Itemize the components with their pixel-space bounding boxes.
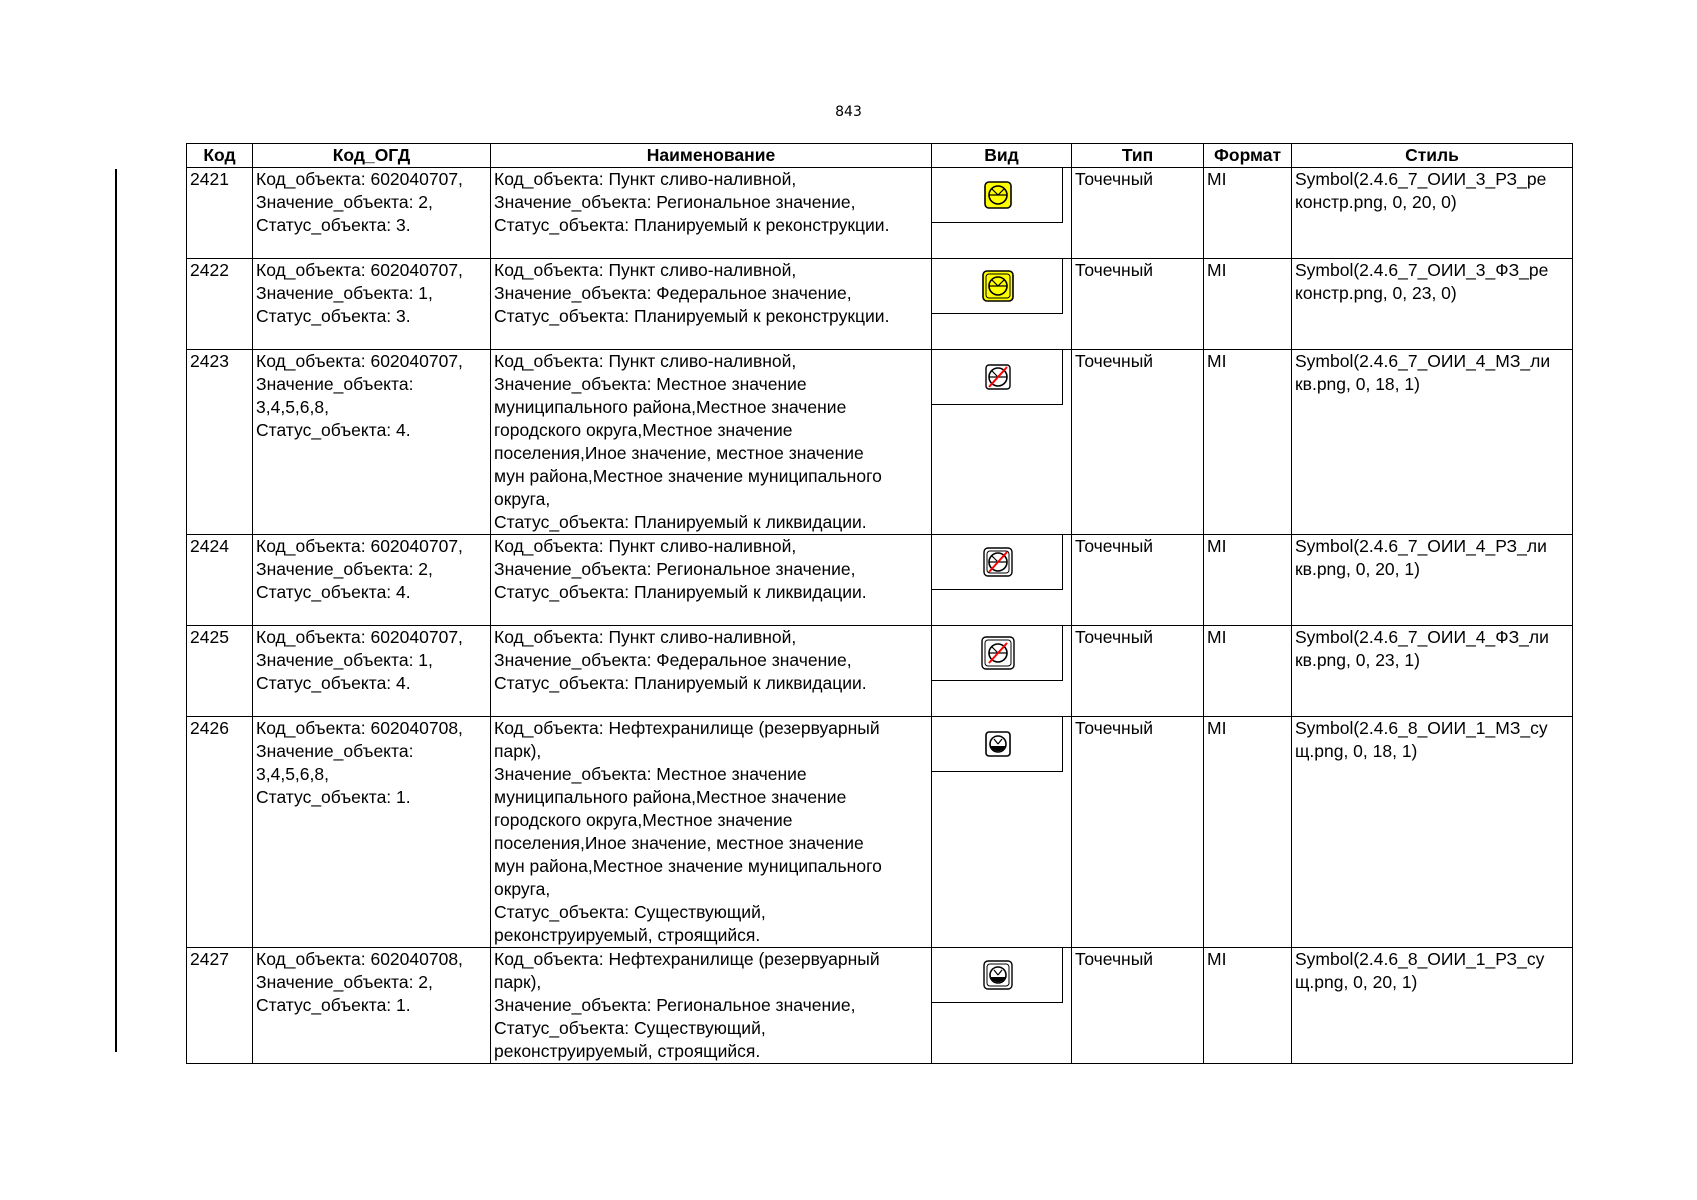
header-kod: Код: [187, 144, 253, 168]
cell-kod-ogd: Код_объекта: 602040707, Значение_объекта: 2, Статус_объекта: 3.: [253, 168, 491, 259]
cell-naimenovanie: Код_объекта: Нефтехранилище (резервуарный парк), Значение_объекта: Местное значение муниципального района,Местное значение городского округа,Местное значение поселения,Иное значение, местное значение мун района,Местное значение муниципального округа, Статус_объекта: Существующий, реконструируемый, строящийся.: [491, 717, 932, 948]
symbol-frame: [932, 717, 1063, 772]
cell-vid: [932, 948, 1072, 1064]
cell-tip: Точечный: [1072, 350, 1204, 535]
oil-storage-local-icon: [981, 727, 1015, 761]
symbol-table: [186, 143, 1573, 1064]
reconstruction-regional-icon: [981, 178, 1015, 212]
symbol-frame: [932, 535, 1063, 590]
cell-format: MI: [1204, 948, 1292, 1064]
table-row: [187, 168, 1573, 259]
cell-kod: 2427: [187, 948, 253, 1064]
header-stil: Стиль: [1292, 144, 1573, 168]
table-row: [187, 259, 1573, 350]
cell-stil: Symbol(2.4.6_8_ОИИ_1_МЗ_су щ.png, 0, 18, 1): [1292, 717, 1573, 948]
header-row: [187, 144, 1573, 168]
cell-vid: [932, 259, 1072, 350]
cell-format: MI: [1204, 168, 1292, 259]
symbol-frame: [932, 626, 1063, 681]
table-row: [187, 535, 1573, 626]
header-vid: Вид: [932, 144, 1072, 168]
symbol-frame: [932, 350, 1063, 405]
symbol-frame: [932, 259, 1063, 314]
header-format: Формат: [1204, 144, 1292, 168]
cell-tip: Точечный: [1072, 259, 1204, 350]
cell-format: MI: [1204, 350, 1292, 535]
cell-naimenovanie: Код_объекта: Пункт сливо-наливной, Значение_объекта: Региональное значение, Статус_объекта: Планируемый к реконструкции.: [491, 168, 932, 259]
cell-kod: 2425: [187, 626, 253, 717]
cell-kod: 2422: [187, 259, 253, 350]
cell-kod-ogd: Код_объекта: 602040708, Значение_объекта: 2, Статус_объекта: 1.: [253, 948, 491, 1064]
cell-stil: Symbol(2.4.6_8_ОИИ_1_РЗ_су щ.png, 0, 20, 1): [1292, 948, 1573, 1064]
cell-stil: Symbol(2.4.6_7_ОИИ_4_РЗ_ли кв.png, 0, 20, 1): [1292, 535, 1573, 626]
header-naimenovanie: Наименование: [491, 144, 932, 168]
cell-vid: [932, 168, 1072, 259]
cell-kod-ogd: Код_объекта: 602040707, Значение_объекта: 2, Статус_объекта: 4.: [253, 535, 491, 626]
cell-kod: 2423: [187, 350, 253, 535]
cell-kod: 2426: [187, 717, 253, 948]
table-row: [187, 350, 1573, 535]
margin-line: [115, 169, 117, 1052]
cell-kod-ogd: Код_объекта: 602040707, Значение_объекта: 1, Статус_объекта: 3.: [253, 259, 491, 350]
cell-naimenovanie: Код_объекта: Пункт сливо-наливной, Значение_объекта: Федеральное значение, Статус_объекта: Планируемый к реконструкции.: [491, 259, 932, 350]
page-number: 843: [835, 104, 862, 120]
cell-format: MI: [1204, 535, 1292, 626]
cell-tip: Точечный: [1072, 168, 1204, 259]
table-row: [187, 626, 1573, 717]
table-row: [187, 948, 1573, 1064]
cell-vid: [932, 626, 1072, 717]
cell-kod-ogd: Код_объекта: 602040707, Значение_объекта: 1, Статус_объекта: 4.: [253, 626, 491, 717]
cell-kod: 2424: [187, 535, 253, 626]
oil-storage-regional-icon: [981, 958, 1015, 992]
cell-kod-ogd: Код_объекта: 602040707, Значение_объекта: 3,4,5,6,8, Статус_объекта: 4.: [253, 350, 491, 535]
liquidation-federal-icon: [981, 636, 1015, 670]
cell-tip: Точечный: [1072, 535, 1204, 626]
cell-naimenovanie: Код_объекта: Пункт сливо-наливной, Значение_объекта: Федеральное значение, Статус_объекта: Планируемый к ликвидации.: [491, 626, 932, 717]
cell-tip: Точечный: [1072, 717, 1204, 948]
cell-tip: Точечный: [1072, 948, 1204, 1064]
table-row: [187, 717, 1573, 948]
cell-kod-ogd: Код_объекта: 602040708, Значение_объекта: 3,4,5,6,8, Статус_объекта: 1.: [253, 717, 491, 948]
cell-stil: Symbol(2.4.6_7_ОИИ_3_ФЗ_ре констр.png, 0, 23, 0): [1292, 259, 1573, 350]
cell-vid: [932, 350, 1072, 535]
cell-stil: Symbol(2.4.6_7_ОИИ_4_МЗ_ли кв.png, 0, 18, 1): [1292, 350, 1573, 535]
cell-format: MI: [1204, 717, 1292, 948]
header-kod-ogd: Код_ОГД: [253, 144, 491, 168]
symbol-frame: [932, 168, 1063, 223]
cell-kod: 2421: [187, 168, 253, 259]
cell-naimenovanie: Код_объекта: Пункт сливо-наливной, Значение_объекта: Региональное значение, Статус_объекта: Планируемый к ликвидации.: [491, 535, 932, 626]
cell-vid: [932, 717, 1072, 948]
cell-stil: Symbol(2.4.6_7_ОИИ_3_РЗ_ре констр.png, 0, 20, 0): [1292, 168, 1573, 259]
cell-stil: Symbol(2.4.6_7_ОИИ_4_ФЗ_ли кв.png, 0, 23, 1): [1292, 626, 1573, 717]
liquidation-local-icon: [981, 360, 1015, 394]
liquidation-regional-icon: [981, 545, 1015, 579]
cell-naimenovanie: Код_объекта: Нефтехранилище (резервуарный парк), Значение_объекта: Региональное значение, Статус_объекта: Существующий, реконструируемый, строящийся.: [491, 948, 932, 1064]
cell-tip: Точечный: [1072, 626, 1204, 717]
cell-vid: [932, 535, 1072, 626]
symbol-frame: [932, 948, 1063, 1003]
cell-format: MI: [1204, 626, 1292, 717]
cell-format: MI: [1204, 259, 1292, 350]
cell-naimenovanie: Код_объекта: Пункт сливо-наливной, Значение_объекта: Местное значение муниципального района,Местное значение городского округа,Местное значение поселения,Иное значение, местное значение мун района,Местное значение муниципального округа, Статус_объекта: Планируемый к ликвидации.: [491, 350, 932, 535]
reconstruction-federal-icon: [981, 269, 1015, 303]
header-tip: Тип: [1072, 144, 1204, 168]
